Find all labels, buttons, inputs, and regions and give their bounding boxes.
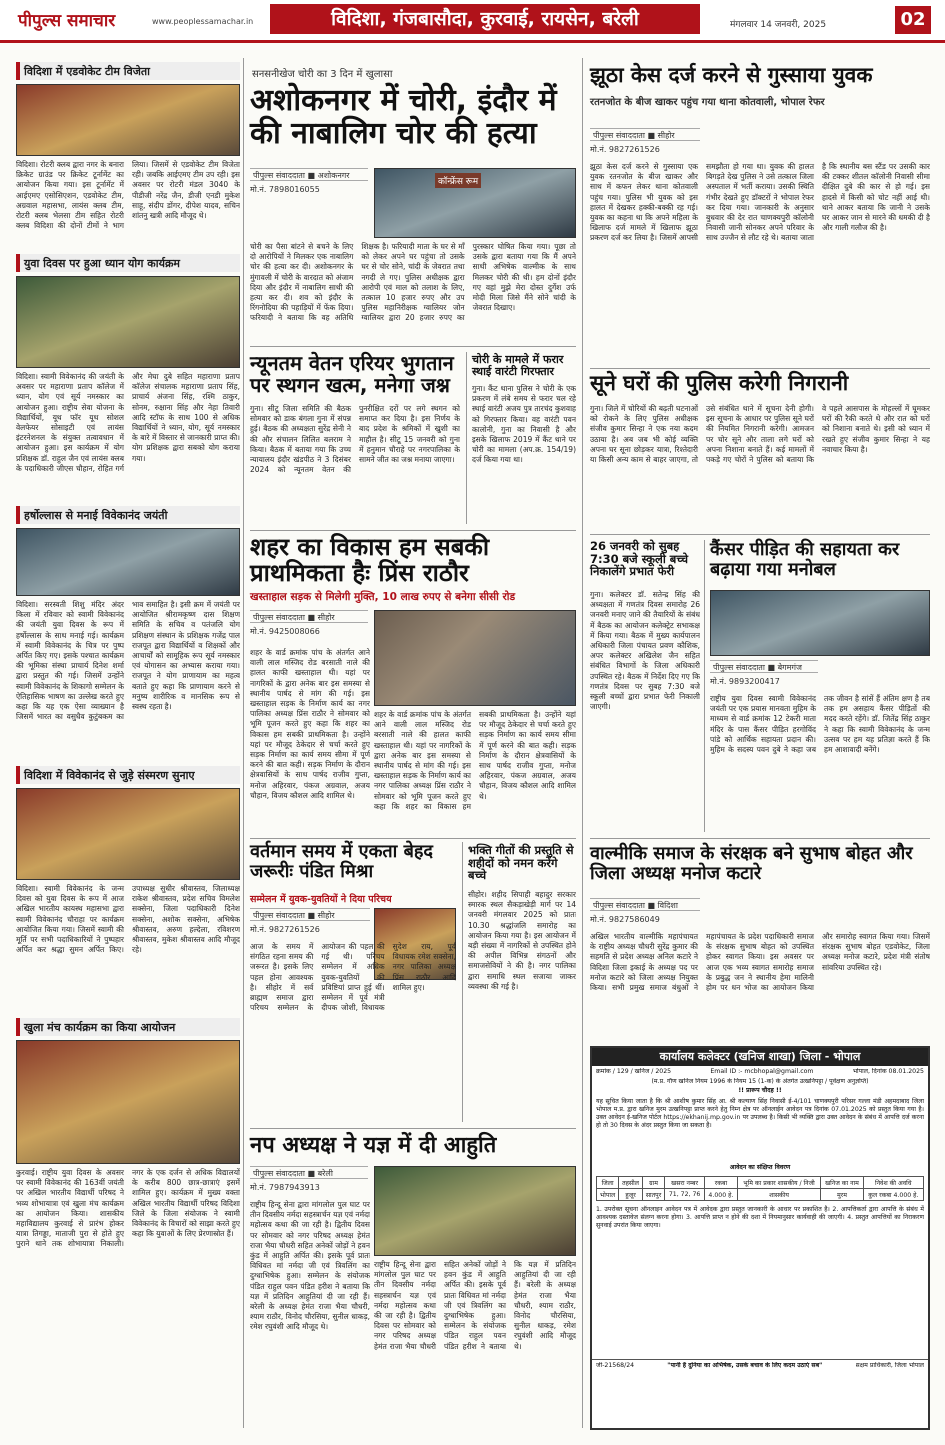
story-body: राष्ट्रीय हिन्दू सेना द्वारा मांगलोल पुल घाट पर तीन दिवसीय नर्मदा सहस्त्रार्चन यज्ञ एवं नर्मदा महोत्सव कथा की जा रही है। द्वितीय दिवस पर सोमवार को नगर परिषद अध्यक्ष हेमंत राजा भैया चौधरी सहित अनेकों जोड़ों ने हवन कुंड में आहुति अर्पित की। इसके पूर्व प्रातः विधिवत मां नर्मदा जी एवं त्रिवलिंग का दुग्धाभिषेक हुआ। सम्मेलन के संयोजक पंडित राहुल पवन पंडित हरीश ने बताया कि यज्ञ में प्रतिदिन आहुतियां दी जा रही हैं। बरेली के अध्यक्ष हेमंत राजा भैया चौधरी, श्याम राठौर, विनोद चौरसिया, सुनील धाकड़, रमेश रघुवंशी आदि मौजूद थे। xyxy=(250,1200,370,1332)
story-body: विदिशा। स्वामी विवेकानंद की जयंती के अवसर पर महाराणा प्रताप कॉलेज में ध्यान, योग एवं सूर्य नमस्कार का आयोजन हुआ। राष्ट्रीय सेवा योजना के विद्यार्थियों, यूथ फॉर यूथ सोशल वेलफेयर सोसाइटी एवं लायंस इंटरनेशनल के संयुक्त तत्वावधान में आयोजन हुआ। इस कार्यक्रम में योग प्रशिक्षक डॉ. राहुल जैन एवं लायंस क्लब के पदाधिकारी जीएस चौहान, रोहित गर्ग और मेघा दुबे सहित महाराणा प्रताप कॉलेज संचालक महाराणा प्रताप सिंह, प्राचार्य अंजना सिंह, रश्मि ठाकुर, सोनम, रुक्षाना सिंह और नेहा तिवारी आदि स्टॉफ के साथ 100 से अधिक विद्यार्थियों ने ध्यान, योग, सूर्य नमस्कार के बारे में विस्तार से जानकारी प्राप्त की। योग प्रशिक्षक द्वारा सबको योग कराया गया। xyxy=(16,372,240,473)
notice-code: जी-21568/24 xyxy=(596,1362,635,1369)
story-subheadline: रतनजोत के बीज खाकर पहुंच गया थाना कोतवाली, भोपाल रेफर xyxy=(590,97,825,108)
story-body: आज के समय में संगठित रहना समय की जरूरत है। इसके लिए पहल होना आवश्यक है। सीहोर में सर्व ब्राह्मण समाज द्वारा परिचय सम्मेलन के आयोजन की पहल की गई थी। परिचय सम्मेलन में अधिक युवक-युवतियों की प्रविष्टियां प्राप्त हुई थीं। सम्मेलन में पूर्व मंत्री दीपक जोशी, विधायक सुदेश राय, पूर्व विधायक रमेश सक्सेना, नगर पालिका अध्यक्ष प्रिंस राठौर आदि शामिल हुए। xyxy=(250,942,456,1013)
table-header-cell: तहसील xyxy=(619,1177,643,1189)
table-cell: मुरम xyxy=(821,1189,863,1201)
table-header-cell: खसरा नम्बर xyxy=(665,1177,705,1189)
table-header-cell: निवेश की अवधि xyxy=(863,1177,923,1189)
reporter-mobile: मो.नं. 9827586049 xyxy=(590,915,660,924)
table-header-cell: ग्राम xyxy=(642,1177,664,1189)
notice-table xyxy=(596,1176,924,1201)
notice-conditions: 1. उपरोक्त सूचना ऑनलाइन आवेदन पत्र में आवेदक द्वारा प्रस्तुत जानकारी के आधार पर प्रकाशित है। 2. आपत्तिकर्ता द्वारा आपत्ति के संबंध में आवश्यक दस्तावेज संलग्न करना होगा। 3. आपत्ति प्राप्त न होने की दशा में नियमानुसार कार्यवाही की जाएगी। 4. प्रस्तुत आपत्तियों का निराकरण सुनवाई उपरांत किया जाएगा। xyxy=(596,1206,924,1229)
table-cell: शासकीय xyxy=(737,1189,821,1201)
story-photo xyxy=(16,788,240,880)
story-headline: खुला मंच कार्यक्रम का किया आयोजन xyxy=(16,1018,240,1036)
separator xyxy=(250,530,576,531)
story-headline: भक्ति गीतों की प्रस्तुति से शहीदों को नमन करेंगे बच्चे xyxy=(468,843,574,883)
story-headline: न्यूनतम वेतन एरियर भुगतान पर स्थगन खत्म, मनेगा जश्न xyxy=(250,351,454,397)
story-headline: झूठा केस दर्ज करने से गुस्साया युवक xyxy=(590,63,873,87)
story-photo xyxy=(374,610,576,706)
notice-table-heading: आवेदन का संक्षिप्त विवरण xyxy=(729,1164,791,1171)
table-cell: भोपाल xyxy=(597,1189,619,1201)
table-row xyxy=(597,1189,924,1201)
separator xyxy=(590,838,930,839)
story-body: गुना। जिले में चोरियों की बढ़ती घटनाओं को रोकने के लिए पुलिस अधीक्षक संजीव कुमार सिन्हा ने एक नया कदम उठाया है। अब जब भी कोई व्यक्ति अपना घर सूना छोड़कर यात्रा, रिश्तेदारी या किसी अन्य काम से बाहर जाएगा, तो उसे संबंधित थाने में सूचना देनी होगी। इस सूचना के आधार पर पुलिस सूने घरों की नियमित निगरानी करेगी। आमजन पर चोर सूने और ताला लगे घरों को अपना निशाना बनाते हैं। कई मामलों में पकड़े गए चोरों ने पुलिस को बताया कि वे पहले आसपास के मोहल्लों में घूमकर घरों की रैकी करते थे और रात को घरों को निशाना बनाते थे। इसी को ध्यान में रखते हुए संजीव कुमार सिन्हा ने यह नवाचार किया है। xyxy=(590,404,930,465)
byline: पीपुल्स संवाददाता ■ अशोकनगर xyxy=(250,168,368,181)
table-cell: 71, 72, 76 xyxy=(665,1189,705,1201)
story-body: विदिशा। सरस्वती शिशु मंदिर अंदर किला में रविवार को स्वामी विवेकानंद की जयंती युवा दिवस के रूप में हर्षोल्लास के साथ मनाई गई। कार्यक्रम में स्वामी विवेकानंद के चित्र पर पुष्प अर्पित किए गए। इसके पश्चात कार्यक्रम की भूमिका संस्था प्राचार्य दिनेश शर्मा द्वारा प्रस्तुत की गई। जिसमें उन्होंने स्वामी विवेकानंद के शिकागो सम्मेलन के ऐतिहासिक भाषण का उल्लेख करते हुए कहा कि यह एक ऐसा व्याख्यान है जिसमें भारत का वसुधैव कुटुंबकम का भाव समाहित है। इसी क्रम में जयंती पर आयोजित श्रीरामकृष्ण दास शिक्षण समिति के सचिव व पतंजलि योग प्रशिक्षण संस्थान के प्रशिक्षक गजेंद्र पाल राजपूत द्वारा विद्यार्थियों व शिक्षकों और आचार्यों को सामूहिक रूप सूर्य नमस्कार एवं योगासन का अभ्यास कराया गया। राजपूत ने योग प्राणायाम का महत्व बताते हुए कहा कि प्राणायाम करने से मनुष्य शारीरिक व मानसिक रूप से स्वस्थ रहता है। xyxy=(16,600,240,722)
photo-signboard: कॉन्फ्रेंस रूम xyxy=(435,173,481,188)
table-cell: 4.000 हे. xyxy=(705,1189,738,1201)
website-url[interactable]: www.peoplessamachar.in xyxy=(152,17,254,26)
story-headline: युवा दिवस पर हुआ ध्यान योग कार्यक्रम xyxy=(16,254,240,272)
column-rule xyxy=(704,540,705,832)
story-body: राष्ट्रीय युवा दिवस स्वामी विवेकानंद जयंती पर एक प्रयास मानवता मुहिम के माध्यम से वार्ड क्रमांक 12 टेकरी माता मंदिर के पास कैंसर पीड़ित हरगोविंद पांडे को आर्थिक सहायता प्रदान की। मुहिम के सदस्य पवन दुबे ने कहा जब तक जीवन है सांसें हैं अंतिम क्षण है तब तक हम असहाय कैंसर पीड़ितों की मदद करते रहेंगे। डॉ. जितेंद्र सिंह ठाकुर ने कहा कि स्वामी विवेकानंद के जन्म उत्सव पर हम यह प्रतिज्ञा करते हैं कि हम आशावादी बनेंगे। xyxy=(710,694,930,755)
story-subheadline: सम्मेलन में युवक-युवतियों ने दिया परिचय xyxy=(250,894,392,905)
story-body: चोरी का पैसा बांटने से बचने के लिए दो आरोपियों ने मिलकर एक नाबालिग चोर की हत्या कर दी। अशोकनगर के मुंगावली में चोरी के वारदात को अंजाम दिया और इंदौर में नाबालिग साथी की हत्या कर दी। शव को इंदौर के रिंगनोदिया की पहाड़ियों में फेंक दिया। फरियादी ने बताया कि वह अतिथि शिक्षक है। फरियादी माता के घर से माँ को लेकर अपने घर पहुंचा तो उसके घर से चोर सोने, चांदी के जेवरात तथा नगदी ले गए। पुलिस अधीक्षक द्वारा आरोपी एवं माल को तलाश के लिए, तत्काल 10 हजार रुपए और उप पुलिस महानिरीक्षक ग्वालियर जोन ग्वालियर द्वारा 20 हजार रुपए का पुरस्कार घोषित किया गया। पूछा तो उसके द्वारा बताया गया कि मैं अपने साथी अभिषेक वाल्मीक के साथ मिलकर चोरी की थी। हम दोनों इंदौर गए वहां मुझे मेरा दोस्त दुर्गेश उर्फ मोदी मिला जिसे मैंने सोने चांदी के जेवरात दिखाए। xyxy=(250,242,576,323)
table-cell: हुजूर xyxy=(619,1189,643,1201)
byline: पीपुल्स संवाददाता ■ सीहोर xyxy=(250,610,368,623)
table-header-cell: जिला xyxy=(597,1177,619,1189)
reporter-mobile: मो.नं. 7987943913 xyxy=(250,1183,320,1192)
table-header-cell: रकबा xyxy=(705,1177,738,1189)
story-headline: वर्तमान समय में एकता बेहद जरूरीः पंडित मिश्रा xyxy=(250,841,433,882)
byline: पीपुल्स संवाददाता ■ विदिशा xyxy=(590,898,700,911)
story-headline: शहर का विकास हम सबकी प्राथमिकता हैः प्रिंस राठौर xyxy=(250,533,490,588)
separator xyxy=(590,368,930,369)
column-rule xyxy=(462,842,463,1122)
story-body: विदिशा। स्वामी विवेकानंद के जन्म दिवस को युवा दिवस के रूप में आज अखिल भारतीय कायस्थ महासभा द्वारा स्वामी विवेकानंद चौराहा पर कार्यक्रम आयोजित किया गया। जिसमें स्वामी की मूर्ति पर सभी पदाधिकारियों ने पुष्पहार अर्पित कर श्रद्धा सुमन अर्पित किए। उपाध्यक्ष सुधीर श्रीवास्तव, जिलाध्यक्ष राकेश श्रीवास्तव, प्रदेश सचिव विमलेश सक्सेना, जिला पदाधिकारी दिनेश सक्सेना, अशोक सक्सेना, अभिषेक श्रीवास्तव, अरुण हल्देला, रविशरण श्रीवास्तव, मुकेश श्रीवास्तव आदि मौजूद रहे। xyxy=(16,884,240,955)
notice-signatory: सक्षम प्राधिकारी, जिला भोपाल xyxy=(855,1362,924,1369)
story-body: अखिल भारतीय वाल्मीकि महापंचायत के राष्ट्रीय अध्यक्ष चौधरी सुरेंद्र कुमार की सहमति से प्रदेश अध्यक्ष अनिल कटारे ने विदिशा जिला इकाई के अध्यक्ष पद पर मनोज कटारे को जिला अध्यक्ष नियुक्त किया। सभी प्रमुख समाज बंधुओं ने महापंचायत के प्रदेश पदाधिकारी समाज के संरक्षक सुभाष बोहत को उपस्थित होकर स्वागत किया। इस अवसर पर आज एक भव्य स्वागत समारोह समाज के प्रबुद्ध जन ने स्थानीय हेमा मालिनी होम पर धन भोज का आयोजन किया और समारोह स्वागत किया गया। जिसमें संरक्षक सुभाष बोहत एडवोकेट, जिला अध्यक्ष मनोज कटारे, प्रदेश मंत्री संतोष सांवरिया उपस्थित रहे। xyxy=(590,932,930,993)
notice-title: कार्यालय कलेक्टर (खनिज शाखा) जिला - भोपाल xyxy=(592,1048,928,1066)
table-header-cell: खनिज का नाम xyxy=(821,1177,863,1189)
column-rule xyxy=(243,58,244,1428)
separator xyxy=(250,346,576,347)
story-headline: विदिशा में विवेकानंद से जुड़े संस्मरण सुनाए xyxy=(16,766,240,784)
reporter-mobile: मो.नं. 7898016055 xyxy=(250,185,320,194)
story-body: गुना। कलेक्टर डॉ. सतेन्द्र सिंह की अध्यक्षता में गणतंत्र दिवस समारोह 26 जनवरी मनाए जाने की तैयारियों के संबंध में बैठक का आयोजन कलेक्ट्रेट सभाकक्ष में किया गया। बैठक में मुख्य कार्यपालन अधिकारी जिला पंचायत प्रवण कौशिक, अपर कलेक्टर अखिलेश जैन सहित संबंधित विभागों के जिला अधिकारी उपस्थित रहे। बैठक में निर्देश दिए गए कि गणतंत्र दिवस पर सुबह 7:30 बजे स्कूली बच्चों द्वारा प्रभात फेरी निकाली जाएगी। xyxy=(590,590,700,712)
story-body-continued: शहर के वार्ड क्रमांक पांच के अंतर्गत आने वाली लाल मस्जिद रोड बरसाती नाले की हालत काफी खस्ताहाल थी। यहां पर नागरिकों के द्वारा अनेक बार इस समस्या से स्थानीय पार्षद से मांग की गई। इस खस्ताहाल सड़क के निर्माण कार्य का नगर पालिका अध्यक्ष प्रिंस राठौर ने सोमवार को भूमि पूजन करते हुए कहा कि शहर का विकास हम सबकी प्राथमिकता है। उन्होंने यहां पर मौजूद ठेकेदार से चर्चा करते हुए सड़क निर्माण का कार्य समय सीमा में पूर्ण करने की बात कही। सड़क निर्माण के दौरान क्षेत्रवासियों के साथ पार्षद राजीव गुप्ता, मनोज अहिरवार, पंकज अग्रवाल, अजय चौहान, विजय कौशल आदि शामिल थे। xyxy=(374,710,576,811)
story-body: कुरवाई। राष्ट्रीय युवा दिवस के अवसर पर स्वामी विवेकानंद की 163वीं जयंती पर अखिल भारतीय विद्यार्थी परिषद ने भव्य शोभायात्रा एवं खुला मंच कार्यक्रम का आयोजन किया। शासकीय महाविद्यालय कुरवाई से प्रारंभ होकर यात्रा तिगड्डा, माताजी पुरा से होते हुए पुराने थाने तक शोभायात्रा निकाली। नगर के एक दर्जन से अधिक विद्यालयों के करीब 800 छात्र-छात्राएं इसमें शामिल हुए। कार्यक्रम में मुख्य वक्ता अखिल भारतीय विद्यार्थी परिषद विदिशा जिले के जिला संयोजक ने स्वामी विवेकानंद के विचारों को साझा करते हुए कहा कि युवाओं के लिए प्रेरणास्रोत हैं। xyxy=(16,1168,240,1249)
story-headline: सूने घरों की पुलिस करेगी निगरानी xyxy=(590,371,849,395)
story-headline: वाल्मीकि समाज के संरक्षक बने सुभाष बोहत और जिला अध्यक्ष मनोज कटारे xyxy=(590,843,913,884)
lead-photo xyxy=(374,168,576,238)
table-cell: कुल रकबा 4.000 हे. xyxy=(863,1189,923,1201)
story-headline: कैंसर पीड़ित की सहायता कर बढ़ाया गया मनोबल xyxy=(710,539,900,580)
story-body: गुना। कैंट थाना पुलिस ने चोरी के एक प्रकरण में लंबे समय से फरार चल रहे स्थाई वारंटी अजय पुत्र तारचंद कुशवाह को गिरफ्तार किया। वह वारंटी पवन कालोनी, गुना का निवासी है और इसके खिलाफ 2019 में कैंट थाने पर चोरी का मामला (अप.क्र. 154/19) दर्ज किया गया था। xyxy=(472,384,576,465)
story-subheadline: खस्ताहाल सड़क से मिलेगी मुक्ति, 10 लाख रुपए से बनेगा सीसी रोड xyxy=(250,591,516,603)
government-notice-ad xyxy=(590,1046,930,1430)
story-photo xyxy=(710,590,930,656)
story-headline: 26 जनवरी को सुबह 7:30 बजे स्कूली बच्चे निकालेंगे प्रभात फेरी xyxy=(590,539,688,579)
notice-date: भोपाल, दिनांक 08.01.2025 xyxy=(852,1068,924,1075)
reporter-mobile: मो.नं. 9827261526 xyxy=(250,925,320,934)
story-body: शहर के वार्ड क्रमांक पांच के अंतर्गत आने वाली लाल मस्जिद रोड बरसाती नाले की हालत काफी खस्ताहाल थी। यहां पर नागरिकों के द्वारा अनेक बार इस समस्या से स्थानीय पार्षद से मांग की गई। इस खस्ताहाल सड़क के निर्माण कार्य का नगर पालिका अध्यक्ष प्रिंस राठौर ने सोमवार को भूमि पूजन करते हुए कहा कि शहर का विकास हम सबकी प्राथमिकता है। उन्होंने यहां पर मौजूद ठेकेदार से चर्चा करते हुए सड़क निर्माण का कार्य समय सीमा में पूर्ण करने की बात कही। सड़क निर्माण के दौरान क्षेत्रवासियों के साथ पार्षद राजीव गुप्ता, मनोज अहिरवार, पंकज अग्रवाल, अजय चौहान, विजय कौशल आदि शामिल थे। xyxy=(250,648,370,800)
issue-date: मंगलवार 14 जनवरी, 2025 xyxy=(730,20,827,30)
table-header-row xyxy=(597,1177,924,1189)
separator xyxy=(250,838,576,839)
story-photo xyxy=(16,276,240,368)
byline: पीपुल्स संवाददाता ■ बरेली xyxy=(250,1166,368,1179)
story-body-continued: राष्ट्रीय हिन्दू सेना द्वारा मांगलोल पुल घाट पर तीन दिवसीय नर्मदा सहस्त्रार्चन यज्ञ एवं नर्मदा महोत्सव कथा की जा रही है। द्वितीय दिवस पर सोमवार को नगर परिषद अध्यक्ष हेमंत राजा भैया चौधरी सहित अनेकों जोड़ों ने हवन कुंड में आहुति अर्पित की। इसके पूर्व प्रातः विधिवत मां नर्मदा जी एवं त्रिवलिंग का दुग्धाभिषेक हुआ। सम्मेलन के संयोजक पंडित राहुल पवन पंडित हरीश ने बताया कि यज्ञ में प्रतिदिन आहुतियां दी जा रही हैं। बरेली के अध्यक्ष हेमंत राजा भैया चौधरी, श्याम राठौर, विनोद चौरसिया, सुनील धाकड़, रमेश रघुवंशी आदि मौजूद थे। xyxy=(374,1260,576,1351)
notice-slogan: "पानी है दुनिया का अभिषेक, उसके बचाव के लिए कदम उठाएं सब" xyxy=(667,1362,823,1369)
story-headline: नप अध्यक्ष ने यज्ञ में दी आहुति xyxy=(250,1133,497,1158)
story-headline: विदिशा में एडवोकेट टीम विजेता xyxy=(16,62,240,80)
story-headline: हर्षोल्लास से मनाई विवेकानंद जयंती xyxy=(16,506,240,524)
page-number: 02 xyxy=(895,6,931,34)
region-title: विदिशा, गंजबासौदा, कुरवाई, रायसेन, बरेली xyxy=(270,4,700,34)
byline: पीपुल्स संवाददाता ■ सीहोर xyxy=(590,128,700,141)
notice-email[interactable]: Email ID :- mcbhopal@gmail.com xyxy=(710,1068,814,1075)
story-body: गुना। सीटू जिला समिति की बैठक सोमवार को डाक बंगला गुना में संपन्न हुई। बैठक की अध्यक्षता सुरेंद्र सेनी ने की और संचालन लिलित बलराम ने किया। बैठक में बताया गया कि उच्च न्यायालय इंदौर खंडपीठ ने 3 दिसंबर 2024 को न्यूनतम वेतन की पुनरीक्षित दरों पर लगे स्थगन को समाप्त कर दिया है। इस निर्णय के बाद प्रदेश के श्रमिकों में खुशी का माहौल है। सीटू 15 जनवरी को गुना में हनुमान चौराहे पर नगरपालिका के सामने जीत का जश्न मनाया जाएगा। xyxy=(250,404,460,475)
reporter-mobile: मो.नं. 9893200417 xyxy=(710,677,780,686)
notice-reference: क्रमांक / 129 / खनिज / 2025 xyxy=(596,1068,672,1075)
story-photo xyxy=(16,84,240,156)
story-kicker: सनसनीखेज चोरी का 3 दिन में खुलासा xyxy=(252,69,393,80)
separator xyxy=(250,1128,576,1129)
notice-form-title: !! प्रारूप चौदह !! xyxy=(738,1087,782,1094)
column-rule xyxy=(582,58,583,1428)
newspaper-brand: पीपुल्स समाचार xyxy=(18,11,116,31)
table-cell: सातपुर xyxy=(642,1189,664,1201)
separator xyxy=(590,534,930,535)
reporter-mobile: मो.नं. 9827261526 xyxy=(590,145,660,154)
story-photo xyxy=(374,1166,576,1256)
story-body: सीहोर। शहीद सिपाही बहादुर सरकार स्मारक स्थल सैकड़ाखेड़ी मार्ग पर 14 जनवरी मंगलवार 2025 को प्रातः 10.30 श्रद्धांजलि समारोह का आयोजन किया गया है। इस आयोजन में बड़ी संख्या में नागरिकों से उपस्थित होने की अपील विभिन्न संगठनों और समाजसेवियों ने की है। नगर पालिका द्वारा समाधि स्थल सजाया जाकर व्यवस्था की गई है। xyxy=(468,890,576,991)
column-rule xyxy=(466,352,467,524)
notice-rule-reference: (म.प्र. गौण खनिज नियम 1996 के नियम 15 (1-क) के अंतर्गत उत्खनिपट्टा / पूर्वेक्षण अनुज्ञप्ति) xyxy=(651,1078,869,1085)
story-headline: चोरी के मामले में फरार स्थाई वारंटी गिरफ्तार xyxy=(472,353,564,379)
story-body: झूठा केस दर्ज करने से गुस्साया एक युवक रतनजोत के बीज खाकर और साथ में कफन लेकर थाना कोतवाली पहुंच गया। पुलिस भी युवक को इस हालत में देखकर हक्की-बक्की रह गई। युवक का कहना था कि अपने महिला के खिलाफ दर्ज मामले में खिलाफ झूठा प्रकरण दर्ज कर लिया है। जिसमें आपसी समझौता हो गया था। युवक की हालत बिगड़ते देख पुलिस ने उसे तत्काल जिला अस्पताल में भर्ती कराया। उसकी स्थिति गंभीर देखते हुए डॉक्टरों ने भोपाल रेफर कर दिया गया। जानकारी के अनुसार बुधवार की देर रात चाणक्यपुरी कॉलोनी निवासी जानी सोनकर अपने परिवार के साथ उज्जैन से लौट रहे थे। बताया जाता है कि स्थानीय बस स्टैंड पर उसकी कार की टक्कर शीतल कॉलोनी निवासी सीमा दीक्षित दुबे की कार से हो गई। इस हादसे में किसी को चोट नहीं आई थी। थाने आकर बताया कि जानी ने उसके घर आकर जान से मारने की धमकी दी है और गाली गलौज की है। xyxy=(590,162,930,243)
story-photo xyxy=(16,1040,240,1164)
table-header-cell: भूमि का प्रकार शासकीय / निजी xyxy=(737,1177,821,1189)
lead-headline: अशोकनगर में चोरी, इंदौर में की नाबालिग चोर की हत्या xyxy=(250,83,557,151)
notice-body: यह सूचित किया जाता है कि श्री आशीष कुमार सिंह आ. श्री कल्याण सिंह निवासी ई-4/101 चाणक्यपुरी परिसर गल्ला मंडी अहमदाबाद जिला भोपाल म.प्र. द्वारा खनिज मुरम उत्खनिपट्टा प्राप्त करने हेतु निम्न क्षेत्र पर ऑनलाईन आवेदन पत्र दिनांक 07.01.2025 को प्रस्तुत किया गया है। उक्त आवेदन ई-खनिज पोर्टल https://ekhanij.mp.gov.in पर उपलब्ध है। किसी भी व्यक्ति द्वारा उक्त आवेदन के संबंध में आपत्ति दर्ज करना हो तो 30 दिवस के अंदर प्रस्तुत किया जा सकता है। xyxy=(596,1098,924,1129)
reporter-mobile: मो.नं. 9425008066 xyxy=(250,627,320,636)
byline: पीपुल्स संवाददाता ■ बेगमगंज xyxy=(710,660,818,673)
byline: पीपुल्स संवाददाता ■ सीहोर xyxy=(250,908,370,921)
story-body: विदिशा। रोटरी क्लब द्वारा नगर के बनारा क्रिकेट ग्राउंड पर क्रिकेट टूर्नामेंट का आयोजन किया गया। इस टूर्नामेंट में आईएमए एसोसिएशन, एडवोकेट टीम, अग्रवाल महासभा, लायंस क्लब टीम, रोटरी क्लब भेलसा टीम सहित रोटरी क्लब विदिशा की दोनों टीमों ने भाग लिया। जिसमें से एडवोकेट टीम विजेता रही। जबकि आईएमए टीम उप रही। इस अवसर पर रोटरी मंडल 3040 के पीडीजी नरेंद्र जैन, डीजी एनडी मुकेश साहू, संदीप डोंगर, दीपेश यादव, सचिन शांतनु खत्री आदि मौजूद थे। xyxy=(16,160,240,231)
story-photo xyxy=(16,528,240,596)
